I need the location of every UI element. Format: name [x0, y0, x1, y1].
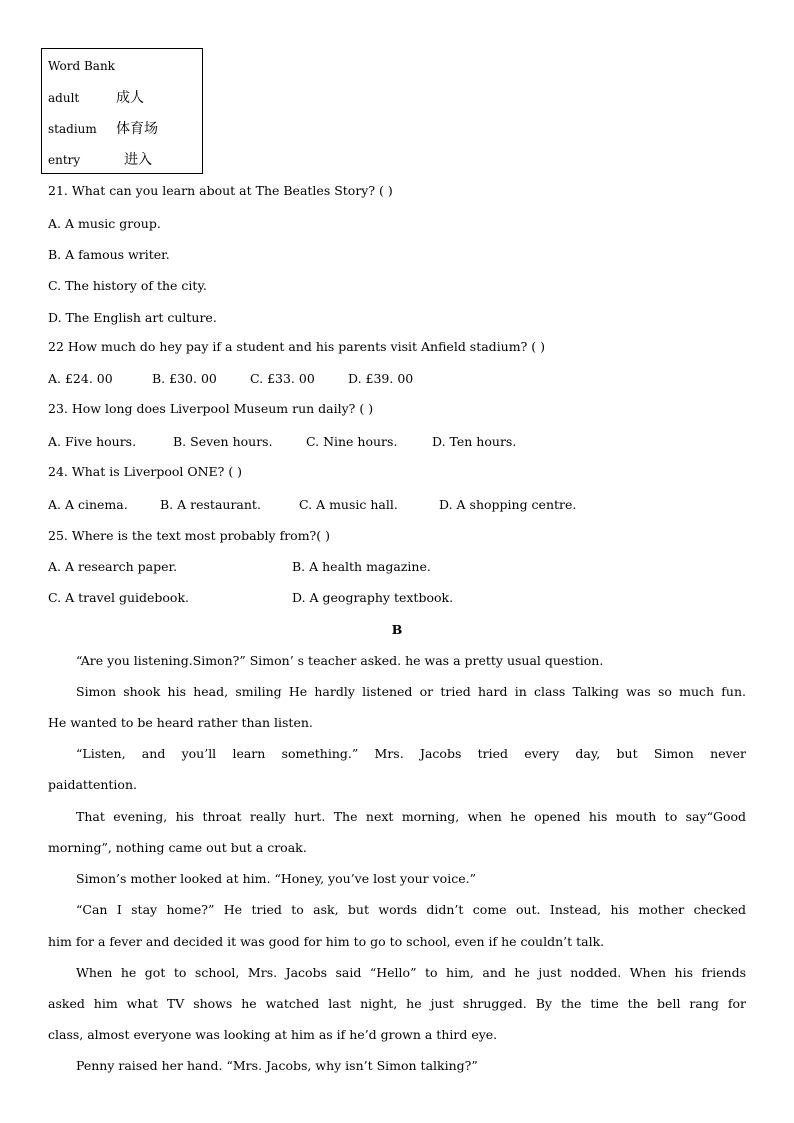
word-bank-title: Word Bank	[48, 59, 115, 73]
question-25-option-b: B. A health magazine.	[292, 559, 431, 574]
question-22-option-a: A. £24. 00	[48, 371, 113, 386]
question-25-option-a: A. A research paper.	[48, 559, 178, 574]
question-24-options	[48, 497, 576, 512]
passage-line: him for a fever and decided it was good for him to go to school, even if he couldn’t talk.	[48, 934, 605, 949]
word-bank-english: adult	[48, 91, 80, 105]
question-23-option-a: A. Five hours.	[48, 434, 137, 449]
passage-line: When he got to school, Mrs. Jacobs said “Hello” to him, and he just nodded. When his friends	[76, 965, 746, 980]
word-bank-english: entry	[48, 153, 81, 167]
question-25-option-d: D. A geography textbook.	[292, 590, 454, 605]
question-24-option-a: A. A cinema.	[48, 497, 128, 512]
passage-line: “Are you listening.Simon?” Simon’ s teacher asked. he was a pretty usual question.	[76, 653, 604, 668]
word-bank-chinese: 体育场	[116, 121, 158, 137]
word-bank-entry	[48, 149, 152, 169]
question-21-option-a: A. A music group.	[48, 216, 161, 231]
word-bank-chinese: 成人	[116, 90, 144, 106]
word-bank-box	[41, 48, 203, 174]
question-25-option-c: C. A travel guidebook.	[48, 590, 189, 605]
word-bank-entry	[48, 87, 144, 107]
question-25-options-row-1	[48, 559, 431, 574]
question-23-stem: 23. How long does Liverpool Museum run daily? ( )	[48, 401, 374, 416]
word-bank-english: stadium	[48, 122, 97, 136]
question-21-option-c: C. The history of the city.	[48, 278, 207, 293]
question-23-option-c: C. Nine hours.	[306, 434, 398, 449]
question-22-option-d: D. £39. 00	[348, 371, 414, 386]
passage-line: He wanted to be heard rather than listen.	[48, 715, 313, 730]
question-21-option-d: D. The English art culture.	[48, 310, 217, 325]
passage-line: Simon shook his head, smiling He hardly listened or tried hard in class Talking was so much fun.	[76, 684, 746, 699]
question-24-option-b: B. A restaurant.	[160, 497, 261, 512]
question-22-options	[48, 371, 413, 386]
question-24-stem: 24. What is Liverpool ONE? ( )	[48, 464, 243, 479]
word-bank-entry	[48, 118, 158, 138]
passage-line: “Can I stay home?” He tried to ask, but words didn’t come out. Instead, his mother checked	[76, 902, 746, 917]
section-title: B	[391, 622, 403, 637]
passage-line: morning”, nothing came out but a croak.	[48, 840, 307, 855]
question-22-option-c: C. £33. 00	[250, 371, 315, 386]
question-23-options	[48, 434, 516, 449]
passage-line: “Listen, and you’ll learn something.” Mrs. Jacobs tried every day, but Simon never	[76, 746, 746, 761]
question-23-option-d: D. Ten hours.	[432, 434, 517, 449]
question-24-option-d: D. A shopping centre.	[439, 497, 577, 512]
question-22-stem: 22 How much do hey pay if a student and his parents visit Anfield stadium? ( )	[48, 339, 545, 354]
passage-line: That evening, his throat really hurt. The next morning, when he opened his mouth to say“Good	[76, 809, 746, 824]
passage-line: class, almost everyone was looking at him as if he’d grown a third eye.	[48, 1027, 498, 1042]
word-bank-chinese: 进入	[124, 152, 152, 168]
passage-line: Simon’s mother looked at him. “Honey, you’ve lost your voice.”	[76, 871, 476, 886]
question-21-option-b: B. A famous writer.	[48, 247, 170, 262]
question-25-options-row-2	[48, 590, 453, 605]
question-23-option-b: B. Seven hours.	[173, 434, 273, 449]
passage-line: paidattention.	[48, 777, 137, 792]
question-24-option-c: C. A music hall.	[299, 497, 398, 512]
question-21-stem: 21. What can you learn about at The Beatles Story? ( )	[48, 183, 393, 198]
passage-line: Penny raised her hand. “Mrs. Jacobs, why isn’t Simon talking?”	[76, 1058, 478, 1073]
passage-line: asked him what TV shows he watched last night, he just shrugged. By the time the bell rang for	[48, 996, 746, 1011]
question-22-option-b: B. £30. 00	[152, 371, 217, 386]
question-25-stem: 25. Where is the text most probably from?( )	[48, 528, 330, 543]
